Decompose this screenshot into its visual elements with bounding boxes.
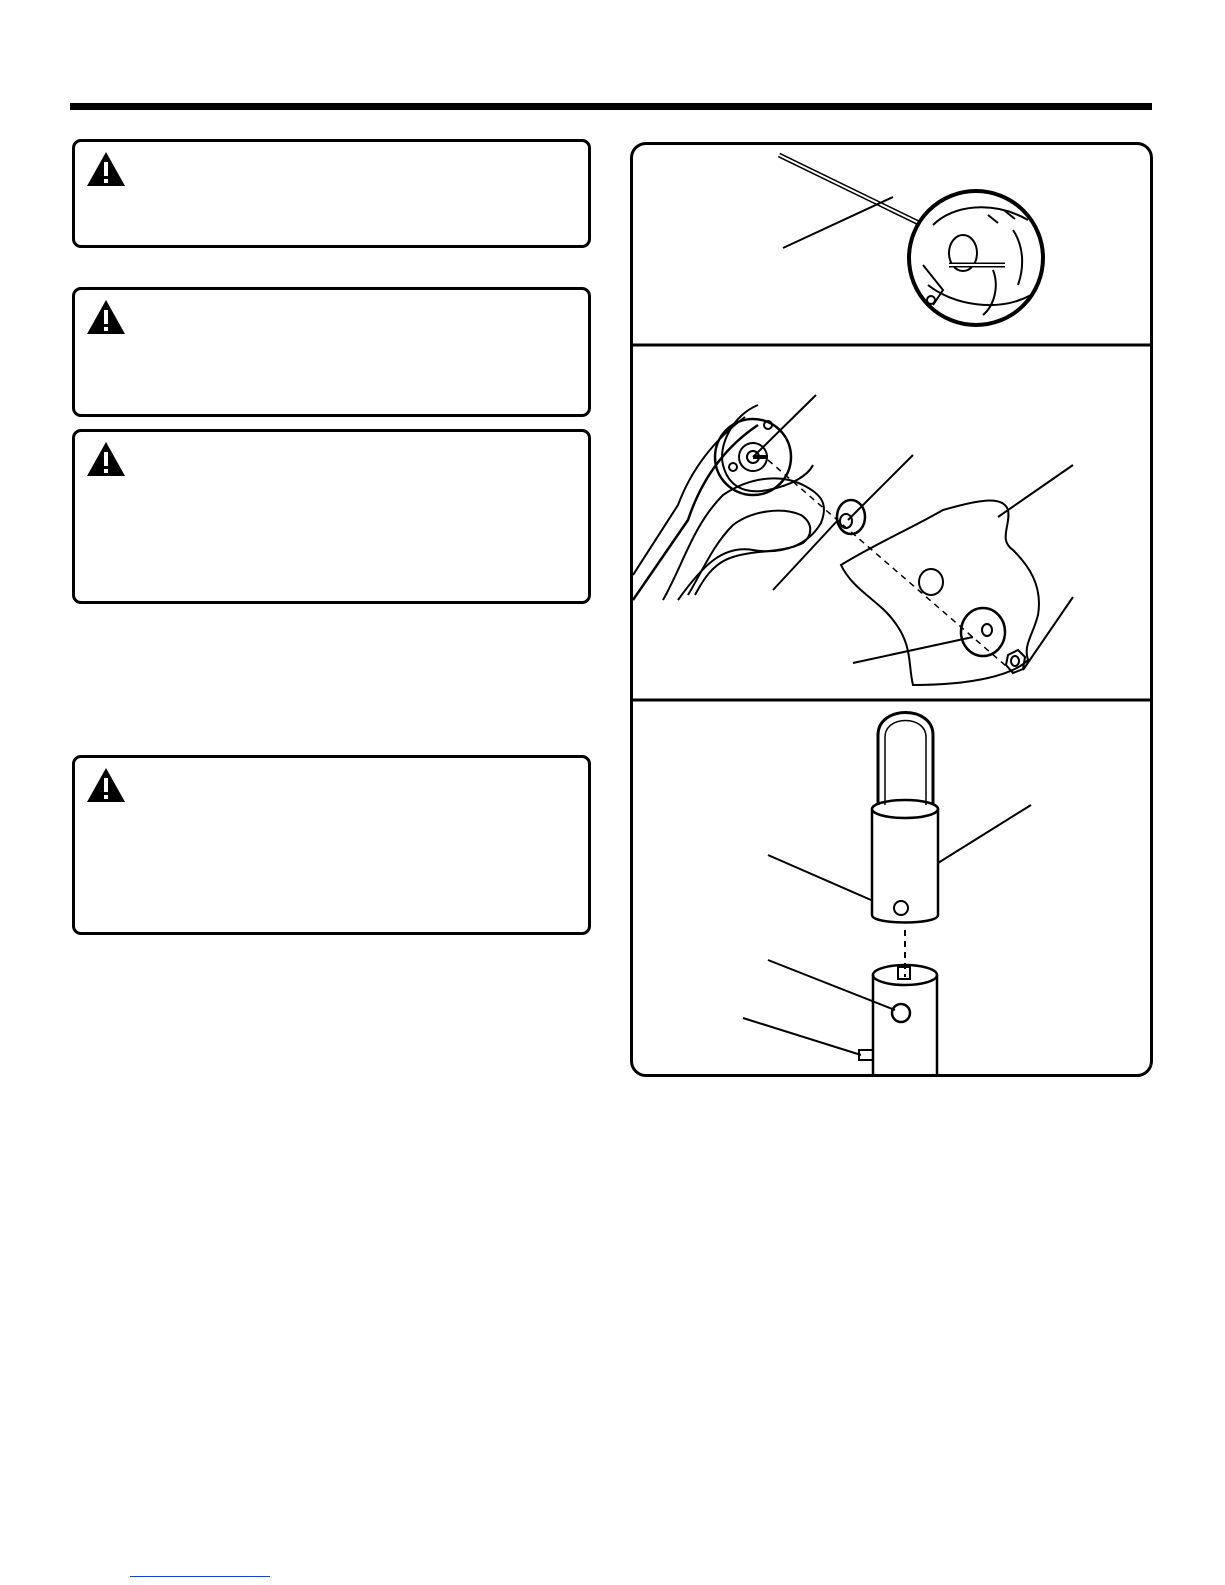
header-rule bbox=[70, 103, 1152, 110]
warning-triangle-icon bbox=[85, 298, 127, 336]
figure-panel bbox=[630, 142, 1153, 1077]
figure-illustrations bbox=[633, 145, 1153, 1077]
blade-assembly-exploded-figure bbox=[633, 395, 1073, 685]
warning-triangle-icon bbox=[85, 766, 127, 804]
warning-triangle-icon bbox=[85, 440, 127, 478]
footer-link-underline[interactable] bbox=[130, 1576, 270, 1577]
warning-box-3 bbox=[72, 429, 591, 604]
warning-triangle-icon bbox=[85, 150, 127, 188]
warning-box-1 bbox=[72, 139, 591, 248]
allen-wrench-insertion-figure bbox=[779, 155, 1043, 325]
warning-box-2 bbox=[72, 287, 591, 417]
tiller-attachment-figure bbox=[743, 713, 1031, 1078]
warning-box-4 bbox=[72, 755, 591, 935]
